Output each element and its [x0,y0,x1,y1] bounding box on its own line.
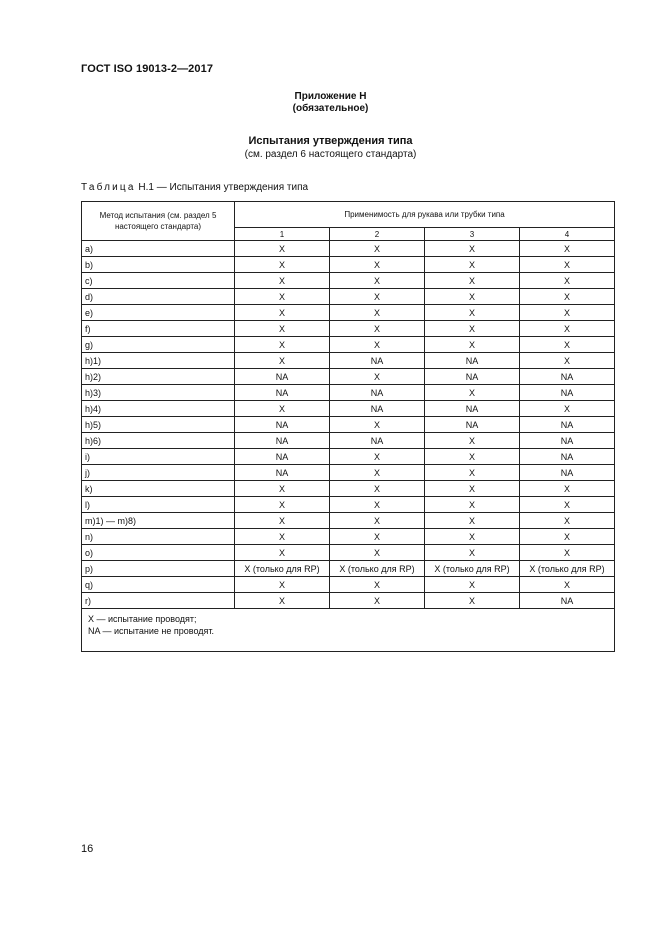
table-row [82,273,615,289]
method-cell: q) [82,577,235,593]
applicability-cell: X [330,449,425,465]
applicability-cell: X [425,449,520,465]
method-cell: i) [82,449,235,465]
applicability-cell: X [520,257,615,273]
applicability-cell: X (только для RP) [520,561,615,577]
type-column-header: 4 [520,228,615,241]
applicability-cell: X [235,401,330,417]
applicability-cell: X [235,529,330,545]
applicability-cell: NA [330,433,425,449]
table-row [82,257,615,273]
applicability-cell: X [330,465,425,481]
applicability-cell: NA [520,385,615,401]
applicability-cell: NA [425,353,520,369]
method-cell: o) [82,545,235,561]
method-cell: m)1) — m)8) [82,513,235,529]
applicability-cell: X [330,577,425,593]
applicability-cell: X (только для RP) [425,561,520,577]
applicability-cell: X [235,577,330,593]
applicability-cell: X [330,273,425,289]
applicability-cell: X [235,545,330,561]
table-row [82,417,615,433]
method-cell: r) [82,593,235,609]
applicability-cell: X [520,353,615,369]
method-cell: h)2) [82,369,235,385]
note-line: X — испытание проводят; [88,614,197,624]
applicability-cell: NA [330,401,425,417]
approval-tests-table [81,201,615,652]
method-cell: j) [82,465,235,481]
method-cell: h)4) [82,401,235,417]
applicability-cell: X [425,289,520,305]
applicability-cell: X [425,385,520,401]
section-subtitle: (см. раздел 6 настоящего стандарта) [244,149,417,160]
applicability-cell: X [520,529,615,545]
applicability-cell: X (только для RP) [235,561,330,577]
table-row [82,497,615,513]
table-body [82,241,615,609]
method-cell: f) [82,321,235,337]
applicability-cell: NA [520,593,615,609]
applicability-cell: X [330,497,425,513]
table-row [82,561,615,577]
method-cell: n) [82,529,235,545]
annex-title: Приложение Н [294,91,367,102]
table-row [82,353,615,369]
applicability-cell: X [425,257,520,273]
type-column-header: 2 [330,228,425,241]
applicability-cell: X [520,337,615,353]
section-title: Испытания утверждения типа [248,135,413,147]
type-column-header: 1 [235,228,330,241]
applicability-cell: X [330,545,425,561]
note-line: NA — испытание не проводят. [88,626,215,636]
applicability-cell: NA [425,369,520,385]
applicability-cell: NA [235,385,330,401]
applicability-cell: NA [425,417,520,433]
applicability-cell: X [330,417,425,433]
applicability-cell: X [330,481,425,497]
applicability-cell: X [425,497,520,513]
method-column-header: Метод испытания (см. раздел 5 настоящего стандарта) [82,202,235,241]
applicability-cell: X [235,481,330,497]
table-row [82,481,615,497]
applicability-cell: X [425,241,520,257]
applicability-cell: X [330,289,425,305]
applicability-cell: X [425,529,520,545]
method-cell: d) [82,289,235,305]
applicability-cell: X [425,593,520,609]
method-cell: h)5) [82,417,235,433]
applicability-cell: NA [235,369,330,385]
applicability-cell: X [425,305,520,321]
table-caption-prefix: Таблица [81,182,136,193]
applicability-cell: X [235,497,330,513]
table-row [82,449,615,465]
applicability-cell: X [425,513,520,529]
table-row [82,289,615,305]
applicability-cell: NA [235,465,330,481]
applicability-cell: X (только для RP) [330,561,425,577]
method-cell: h)6) [82,433,235,449]
applicability-cell: X [235,353,330,369]
table-row [82,433,615,449]
applicability-cell: X [330,305,425,321]
page-number: 16 [81,843,94,855]
applicability-cell: X [330,513,425,529]
applicability-cell: X [330,321,425,337]
applicability-cell: X [520,577,615,593]
applicability-cell: X [235,593,330,609]
method-cell: h)1) [82,353,235,369]
applicability-cell: X [425,433,520,449]
table-row [82,337,615,353]
method-cell: h)3) [82,385,235,401]
applicability-cell: X [520,545,615,561]
applicability-cell: NA [520,449,615,465]
table-row [82,513,615,529]
applicability-cell: X [425,465,520,481]
table-caption-text: Н.1 — Испытания утверждения типа [135,182,309,193]
applicability-cell: X [235,241,330,257]
applicability-cell: X [330,529,425,545]
table-row [82,321,615,337]
applicability-cell: X [425,337,520,353]
applicability-cell: NA [235,449,330,465]
applicability-cell: X [330,593,425,609]
method-cell: p) [82,561,235,577]
applicability-cell: X [235,257,330,273]
applicability-header: Применимость для рукава или трубки типа [235,202,615,228]
applicability-cell: NA [520,465,615,481]
applicability-cell: NA [235,417,330,433]
type-column-header: 3 [425,228,520,241]
method-cell: l) [82,497,235,513]
applicability-cell: X [235,305,330,321]
applicability-cell: X [235,289,330,305]
method-cell: b) [82,257,235,273]
applicability-cell: X [425,481,520,497]
annex-heading [0,91,661,115]
applicability-cell: NA [235,433,330,449]
method-cell: k) [82,481,235,497]
table-header-row [82,202,615,228]
applicability-cell: X [235,337,330,353]
applicability-cell: X [520,401,615,417]
table-notes [82,609,615,652]
method-cell: g) [82,337,235,353]
applicability-cell: X [520,481,615,497]
applicability-cell: X [520,305,615,321]
applicability-cell: X [235,321,330,337]
applicability-cell: X [330,337,425,353]
applicability-cell: X [520,273,615,289]
section-heading [0,135,661,161]
table-row [82,593,615,609]
applicability-cell: X [425,577,520,593]
applicability-cell: X [235,273,330,289]
method-cell: e) [82,305,235,321]
table-row [82,577,615,593]
table-row [82,385,615,401]
applicability-cell: X [425,321,520,337]
applicability-cell: X [520,497,615,513]
applicability-cell: X [330,257,425,273]
applicability-cell: NA [330,385,425,401]
applicability-cell: NA [330,353,425,369]
table-row [82,529,615,545]
applicability-cell: X [235,513,330,529]
applicability-cell: X [330,369,425,385]
applicability-cell: X [520,289,615,305]
applicability-cell: NA [520,369,615,385]
method-cell: a) [82,241,235,257]
standard-code: ГОСТ ISO 19013-2—2017 [81,63,214,75]
applicability-cell: X [425,545,520,561]
table-row [82,241,615,257]
notes-row [82,609,615,652]
table-row [82,545,615,561]
table-row [82,465,615,481]
applicability-cell: NA [520,433,615,449]
table-row [82,401,615,417]
method-cell: c) [82,273,235,289]
applicability-cell: X [520,513,615,529]
applicability-cell: X [520,321,615,337]
annex-status: (обязательное) [292,103,369,114]
applicability-cell: NA [425,401,520,417]
applicability-cell: X [330,241,425,257]
applicability-cell: X [425,273,520,289]
table-row [82,369,615,385]
applicability-cell: X [520,241,615,257]
table-caption [81,182,308,193]
table-row [82,305,615,321]
applicability-cell: NA [520,417,615,433]
